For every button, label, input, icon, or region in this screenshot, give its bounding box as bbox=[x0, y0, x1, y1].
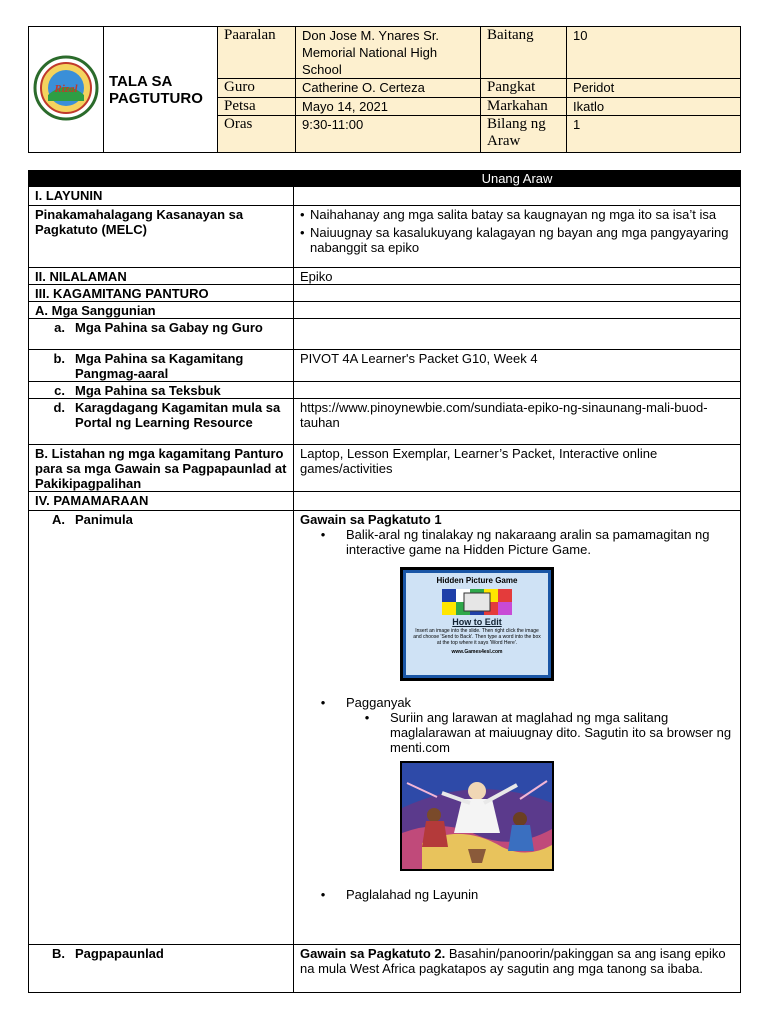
gawain2-text: Basahin/panoorin/pakinggan sa ang isang epiko na mula West Africa pagkatapos ay sagutin ang mga tanong sa ibaba. bbox=[300, 946, 726, 976]
value-nilalaman: Epiko bbox=[294, 268, 741, 285]
value-bilang: 1 bbox=[567, 115, 741, 152]
label-melc: Pinakamahalagang Kasanayan sa Pagkatuto (MELC) bbox=[29, 206, 294, 268]
pagpapaunlad-letter: B. bbox=[52, 946, 65, 961]
sub-a-letter: a. bbox=[54, 320, 65, 335]
header-table bbox=[28, 26, 741, 153]
label-sub-a: Mga Pahina sa Gabay ng Guro bbox=[75, 320, 263, 335]
value-oras: 9:30-11:00 bbox=[296, 115, 481, 152]
sub-c-letter: c. bbox=[54, 383, 65, 398]
rizal-seal-logo bbox=[33, 55, 99, 121]
label-baitang: Baitang bbox=[481, 27, 567, 79]
title-line1: TALA SA bbox=[109, 72, 173, 90]
value-baitang: 10 bbox=[567, 27, 741, 79]
gawain2-title: Gawain sa Pagkatuto 2. bbox=[300, 946, 446, 961]
gawain1-title: Gawain sa Pagkatuto 1 bbox=[300, 512, 442, 527]
label-nilalaman: II. NILALAMAN bbox=[29, 268, 294, 285]
label-listahan: B. Listahan ng mga kagamitang Panturo para sa mga Gawain sa Pagpapaunlad at Pakikipagpalihan bbox=[29, 445, 294, 492]
panimula-letter: A. bbox=[52, 512, 65, 527]
value-pangkat: Peridot bbox=[567, 79, 741, 97]
school-logo-cell bbox=[29, 27, 104, 153]
label-kagamitan: III. KAGAMITANG PANTURO bbox=[29, 285, 294, 302]
pagganyak-item: • Pagganyak bbox=[300, 695, 734, 710]
logo-text: Rizal bbox=[54, 82, 78, 95]
row-nilalaman bbox=[29, 268, 741, 285]
melc-item: • Naiuugnay sa kasalukuyang kalagayan ng bayan ang mga pangyayaring nabanggit sa epiko bbox=[300, 225, 729, 255]
game-how-to: How to Edit bbox=[452, 617, 502, 627]
gawain1-item: • Balik-aral ng tinalakay ng nakaraang aralin sa pamamagitan ng interactive game na Hidden Picture Game. bbox=[300, 527, 734, 557]
game-instructions: Insert an image into the slide. Then right click the image and choose 'Send to Back'. Then type a word into the box at the top where it says 'Word Here'. bbox=[413, 628, 541, 646]
bullet-icon: • bbox=[300, 225, 305, 240]
epic-illustration-image bbox=[400, 761, 554, 871]
melc-item: • Naihahanay ang mga salita batay sa kaugnayan ng mga ito sa isa’t isa bbox=[300, 207, 717, 222]
panimula-content bbox=[294, 511, 741, 945]
pagpapaunlad-content bbox=[294, 945, 741, 993]
label-panimula: Panimula bbox=[75, 512, 133, 527]
column-title: Unang Araw bbox=[294, 171, 741, 187]
row-layunin bbox=[29, 187, 741, 206]
label-sub-b: Mga Pahina sa Kagamitang Pangmag-aaral bbox=[75, 351, 244, 381]
row-panimula bbox=[29, 511, 741, 945]
row-sub-c bbox=[29, 382, 741, 399]
column-title-row bbox=[29, 171, 741, 187]
label-bilang: Bilang ng Araw bbox=[481, 115, 567, 152]
pagganyak-sub-item: • Suriin ang larawan at maglahad ng mga salitang maglalarawan at maiuugnay dito. Sagutin ito sa browser ng menti.com bbox=[344, 710, 734, 755]
row-pamamaraan bbox=[29, 492, 741, 511]
label-sanggunian: A. Mga Sanggunian bbox=[29, 302, 294, 319]
bullet-icon: • bbox=[364, 710, 370, 725]
label-pangkat: Pangkat bbox=[481, 79, 567, 97]
row-sub-d bbox=[29, 399, 741, 445]
label-oras: Oras bbox=[218, 115, 296, 152]
value-sub-b: PIVOT 4A Learner's Packet G10, Week 4 bbox=[294, 350, 741, 382]
bullet-icon: • bbox=[300, 207, 305, 222]
hidden-picture-game-image bbox=[400, 567, 554, 681]
label-paaralan: Paaralan bbox=[218, 27, 296, 79]
sub-d-letter: d. bbox=[53, 400, 65, 415]
document-title bbox=[104, 27, 218, 153]
value-markahan: Ikatlo bbox=[567, 97, 741, 115]
game-site: www.Games4esl.com bbox=[451, 649, 503, 655]
bullet-icon: • bbox=[320, 527, 326, 542]
bullet-icon: • bbox=[320, 695, 326, 710]
value-guro: Catherine O. Certeza bbox=[296, 79, 481, 97]
label-sub-d: Karagdagang Kagamitan mula sa Portal ng Learning Resource bbox=[75, 400, 281, 430]
row-sanggunian bbox=[29, 302, 741, 319]
label-guro: Guro bbox=[218, 79, 296, 97]
epic-battle-illustration bbox=[402, 763, 552, 869]
row-listahan bbox=[29, 445, 741, 492]
row-sub-b bbox=[29, 350, 741, 382]
value-listahan: Laptop, Lesson Exemplar, Learner’s Packet, Interactive online games/activities bbox=[294, 445, 741, 492]
label-pamamaraan: IV. PAMAMARAAN bbox=[29, 492, 294, 511]
lesson-plan-table bbox=[28, 170, 741, 993]
row-kagamitan bbox=[29, 285, 741, 302]
sub-b-letter: b. bbox=[53, 351, 65, 366]
row-sub-a bbox=[29, 319, 741, 350]
label-sub-c: Mga Pahina sa Teksbuk bbox=[75, 383, 221, 398]
layunin-item: • Paglalahad ng Layunin bbox=[300, 887, 734, 902]
value-petsa: Mayo 14, 2021 bbox=[296, 97, 481, 115]
game-title: Hidden Picture Game bbox=[436, 576, 518, 585]
color-grid-icon bbox=[442, 589, 512, 615]
label-markahan: Markahan bbox=[481, 97, 567, 115]
label-petsa: Petsa bbox=[218, 97, 296, 115]
row-melc bbox=[29, 206, 741, 268]
value-paaralan: Don Jose M. Ynares Sr. Memorial National High School bbox=[296, 27, 481, 79]
melc-list bbox=[294, 206, 741, 268]
label-layunin: I. LAYUNIN bbox=[29, 187, 294, 206]
label-pagpapaunlad: Pagpapaunlad bbox=[75, 946, 164, 961]
bullet-icon: • bbox=[320, 887, 326, 902]
row-pagpapaunlad bbox=[29, 945, 741, 993]
value-sub-d-link: https://www.pinoynewbie.com/sundiata-epiko-ng-sinaunang-mali-buod-tauhan bbox=[294, 399, 741, 445]
title-line2: PAGTUTURO bbox=[109, 89, 203, 107]
